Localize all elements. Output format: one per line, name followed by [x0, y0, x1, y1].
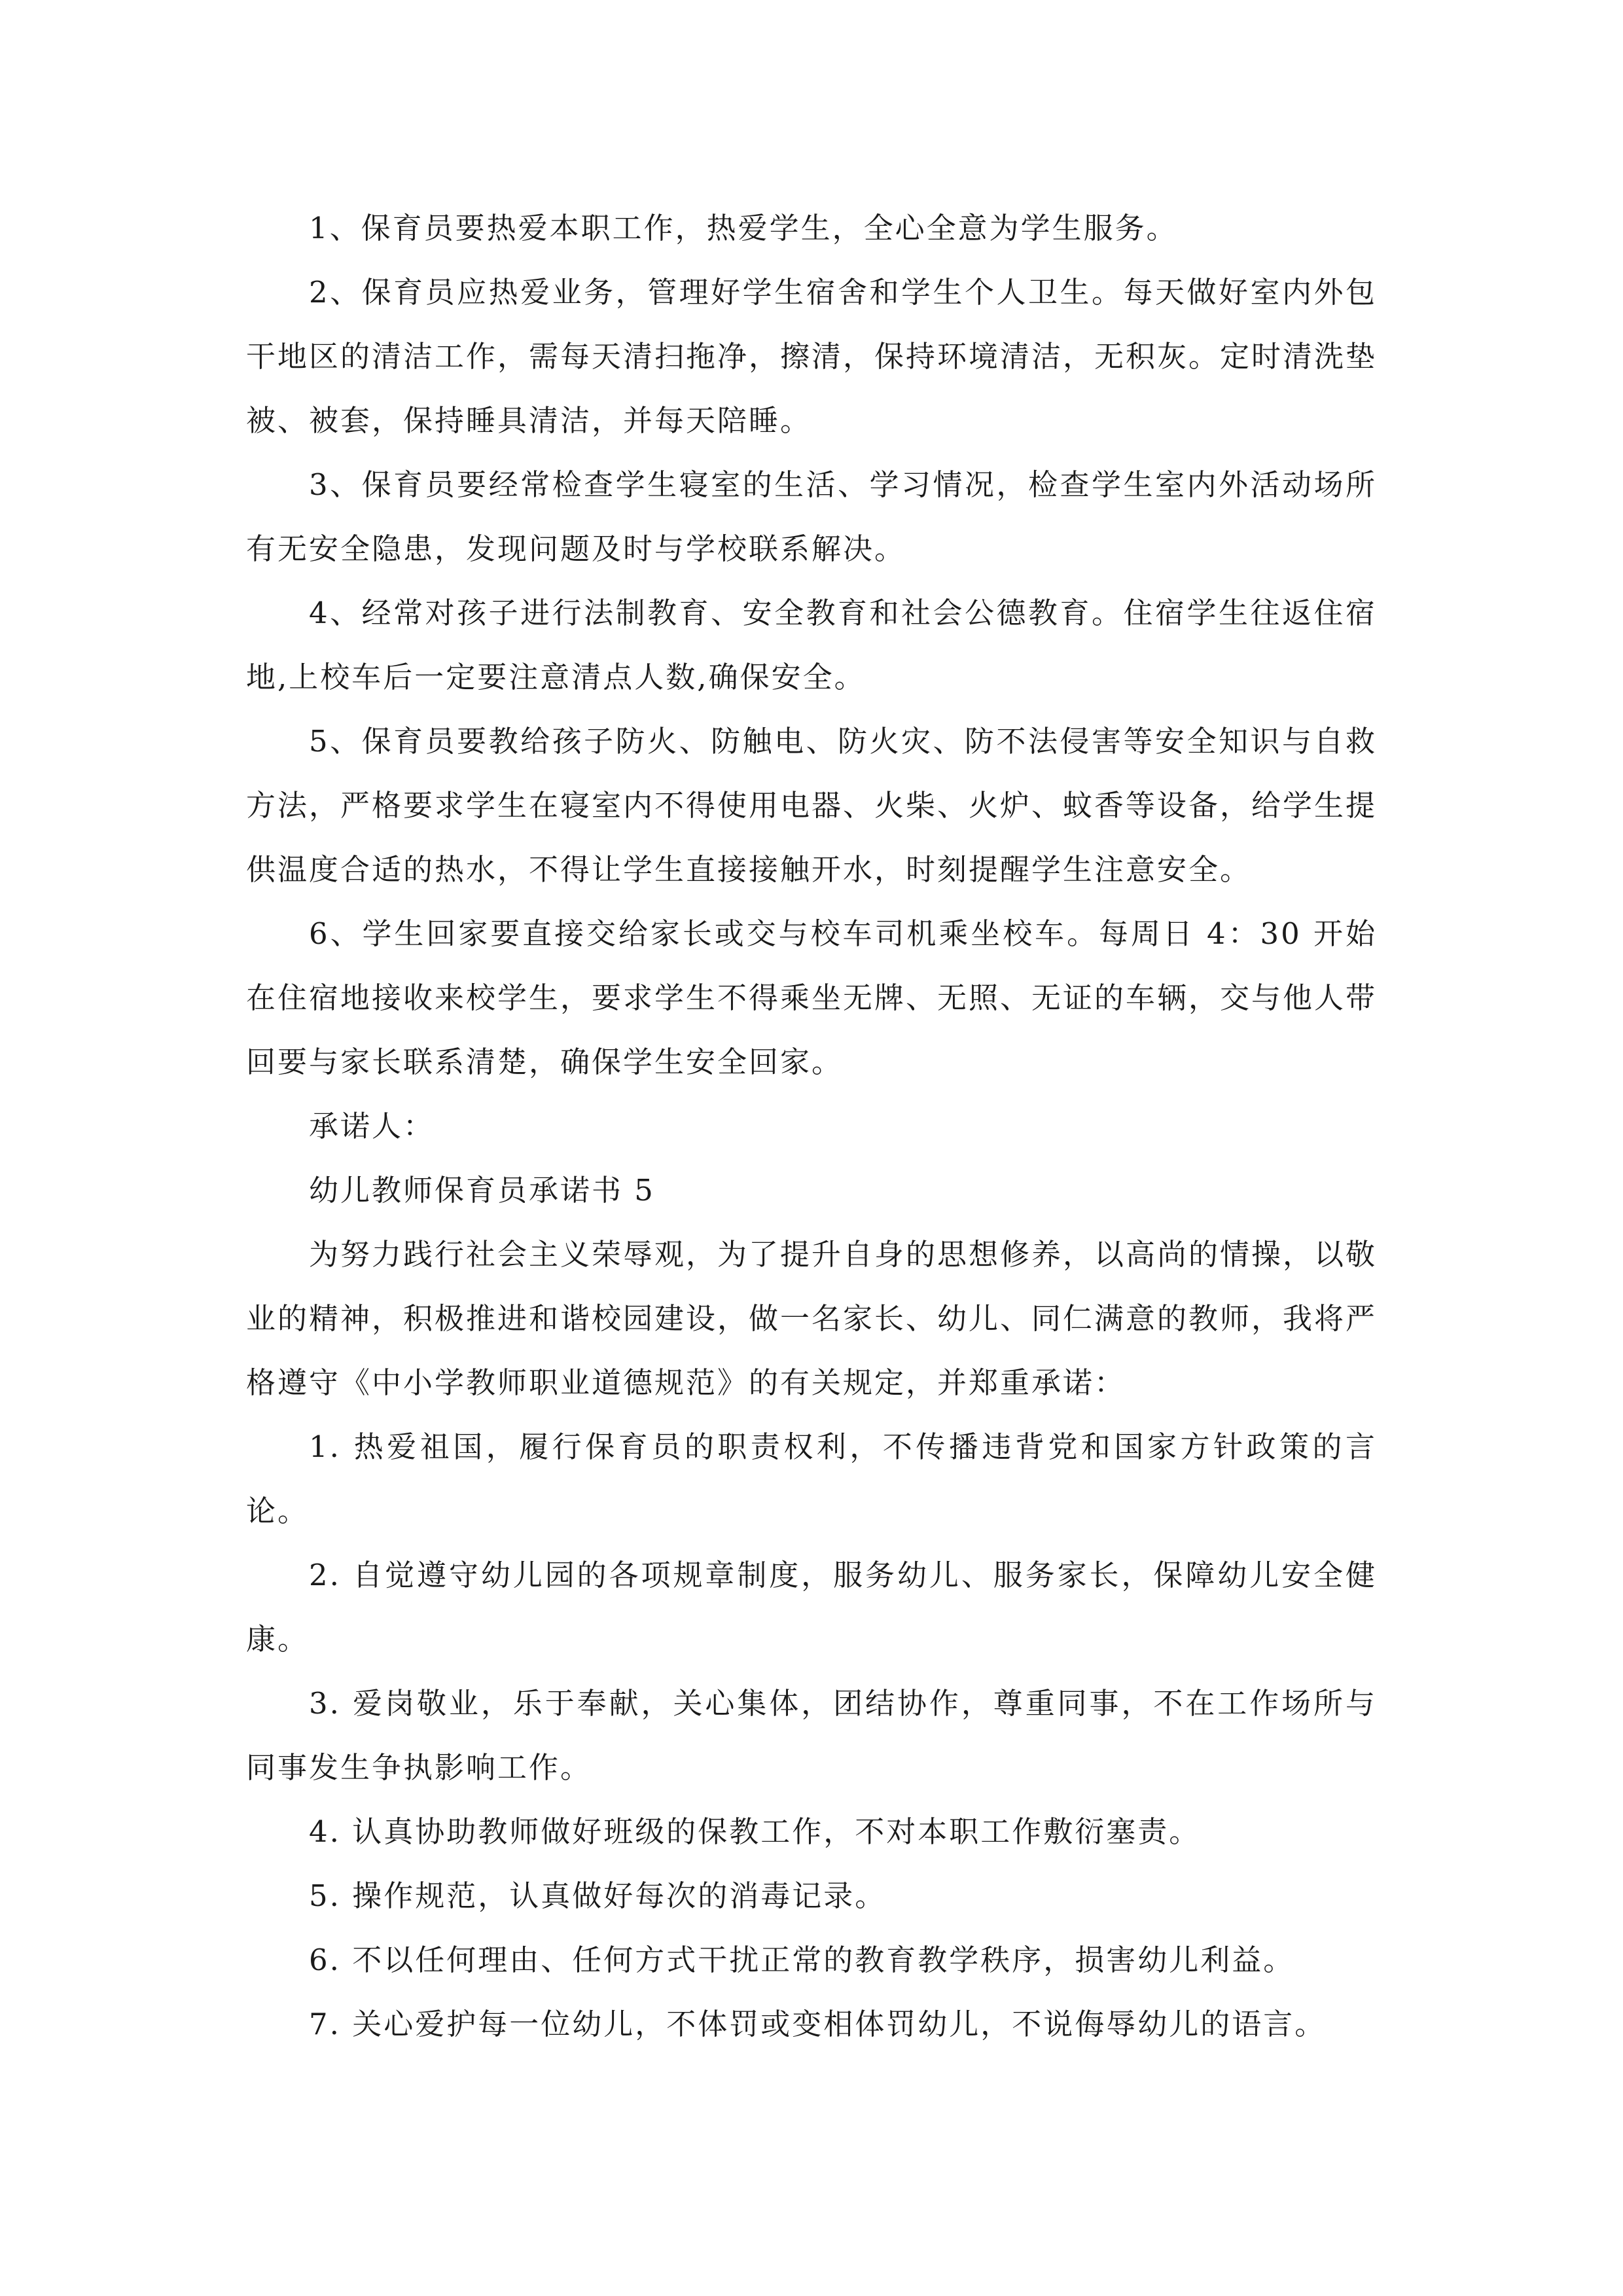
pledge-item-1: 1. 热爱祖国，履行保育员的职责权利，不传播违背党和国家方针政策的言论。	[246, 1429, 1377, 1528]
section-title: 幼儿教师保育员承诺书 5	[309, 1173, 655, 1208]
paragraph-rule-2: 2、保育员应热爱业务，管理好学生宿舍和学生个人卫生。每天做好室内外包干地区的清洁工作，需每天清扫拖净，擦清，保持环境清洁，无积灰。定时清洗垫被、被套，保持睡具清洁，并每天陪睡。	[246, 275, 1378, 438]
pledge-item-3: 3. 爱岗敬业，乐于奉献，关心集体，团结协作，尊重同事，不在工作场所与同事发生争执影响工作。	[246, 1686, 1377, 1785]
document-body	[246, 196, 1377, 2056]
signatory-label: 承诺人：	[309, 1109, 435, 1143]
pledge-item-4: 4. 认真协助教师做好班级的保教工作，不对本职工作敷衍塞责。	[309, 1814, 1201, 1849]
pledge-item-2: 2. 自觉遵守幼儿园的各项规章制度，服务幼儿、服务家长，保障幼儿安全健康。	[246, 1558, 1377, 1657]
paragraph-rule-6: 6、学生回家要直接交给家长或交与校车司机乘坐校车。每周日 4：30 开始在住宿地接收来校学生，要求学生不得乘坐无牌、无照、无证的车辆，交与他人带回要与家长联系清楚，确保学生安全回家。	[246, 916, 1378, 1079]
pledge-item-7: 7. 关心爱护每一位幼儿，不体罚或变相体罚幼儿，不说侮辱幼儿的语言。	[309, 2007, 1327, 2041]
paragraph-rule-1: 1、保育员要热爱本职工作，热爱学生，全心全意为学生服务。	[309, 211, 1178, 245]
paragraph-rule-3: 3、保育员要经常检查学生寝室的生活、学习情况，检查学生室内外活动场所有无安全隐患，发现问题及时与学校联系解决。	[246, 467, 1377, 566]
paragraph-rule-4: 4、经常对孩子进行法制教育、安全教育和社会公德教育。住宿学生往返住宿地,上校车后一定要注意清点人数,确保安全。	[246, 596, 1377, 694]
paragraph-rule-5: 5、保育员要教给孩子防火、防触电、防火灾、防不法侵害等安全知识与自救方法，严格要求学生在寝室内不得使用电器、火柴、火炉、蚊香等设备，给学生提供温度合适的热水，不得让学生直接接触开水，时刻提醒学生注意安全。	[246, 724, 1378, 887]
pledge-item-5: 5. 操作规范，认真做好每次的消毒记录。	[309, 1878, 887, 1913]
intro-paragraph: 为努力践行社会主义荣辱观，为了提升自身的思想修养，以高尚的情操，以敬业的精神，积极推进和谐校园建设，做一名家长、幼儿、同仁满意的教师，我将严格遵守《中小学教师职业道德规范》的有关规定，并郑重承诺：	[246, 1237, 1378, 1400]
pledge-item-6: 6. 不以任何理由、任何方式干扰正常的教育教学秩序，损害幼儿利益。	[309, 1943, 1295, 1977]
